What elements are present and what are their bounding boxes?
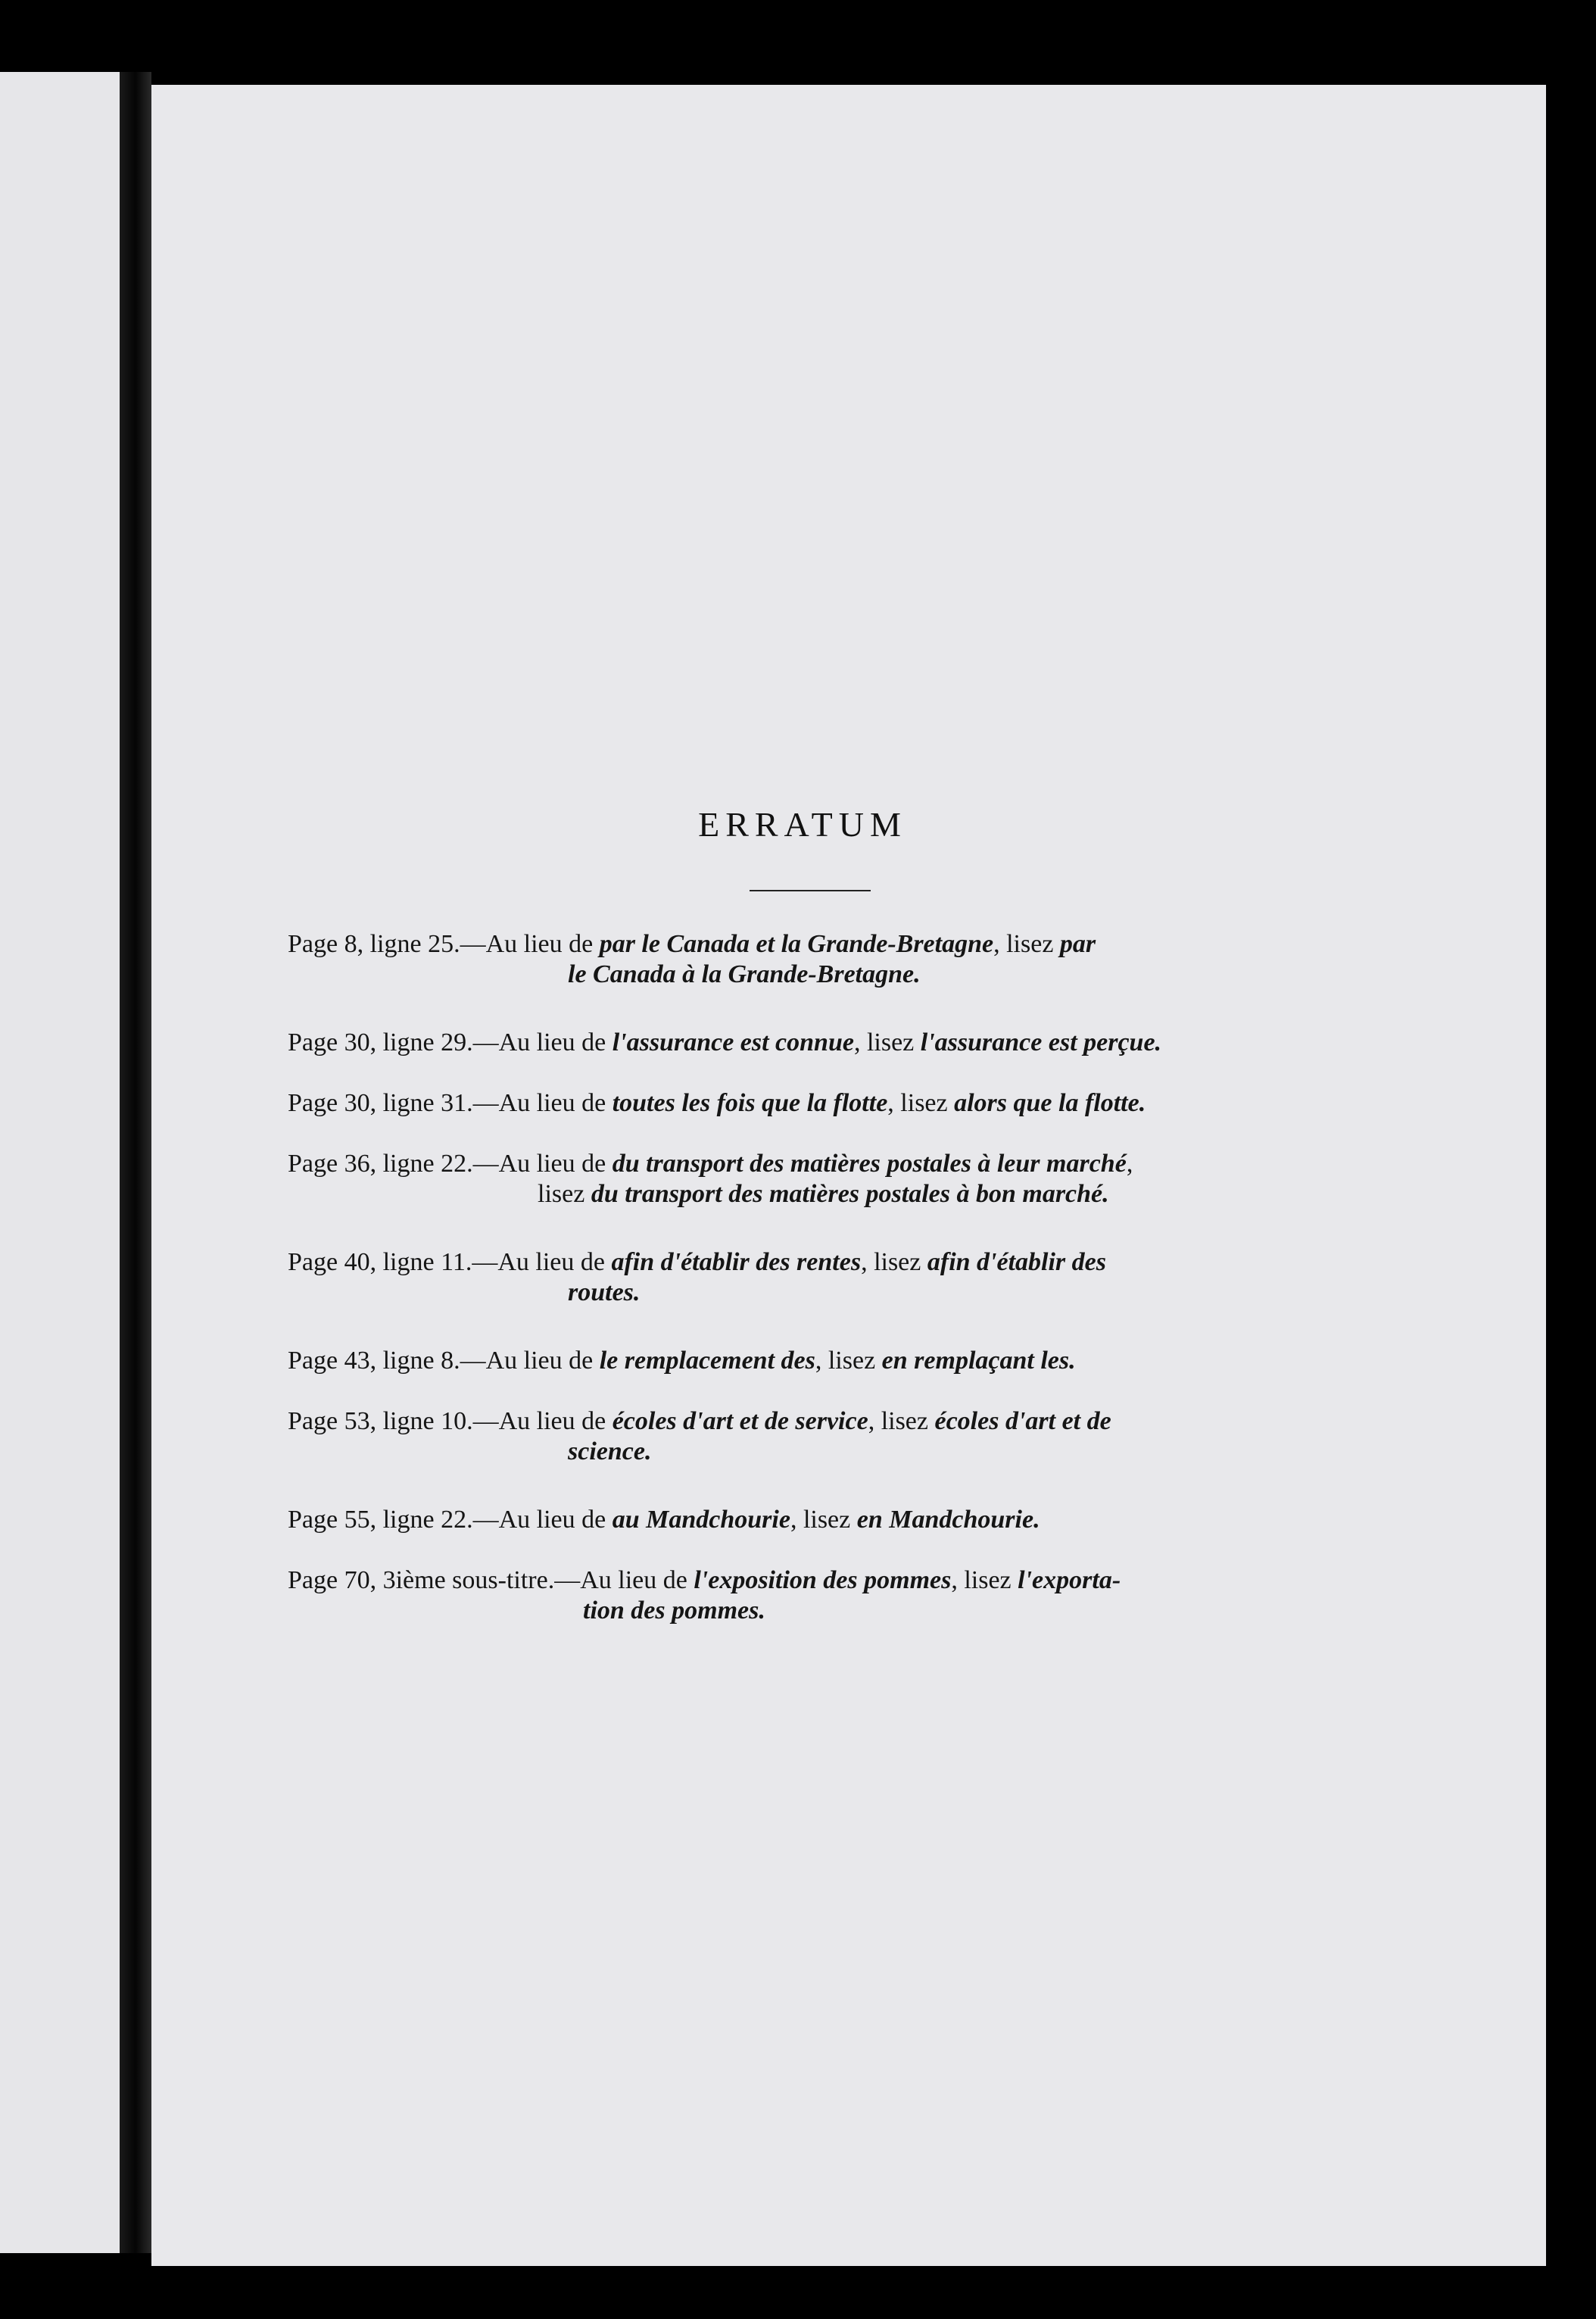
entry-wrong-text: le remplacement des: [599, 1347, 815, 1375]
entry-correct-text-cont: le Canada à la Grande-Bretagne.: [568, 960, 921, 988]
entry-wrong-text: afin d'établir des rentes: [611, 1248, 862, 1276]
title-rule: [750, 890, 871, 891]
entry-correct-text-cont: tion des pommes.: [583, 1596, 765, 1625]
entry-correct-text: l'assurance est perçue.: [920, 1028, 1162, 1057]
entry-reference: Page 40, ligne 11.—Au lieu de: [288, 1248, 612, 1276]
entry-wrong-text: l'exposition des pommes: [694, 1566, 952, 1594]
entry-continuation: [288, 1179, 1469, 1209]
entry-correct-text-cont: science.: [568, 1437, 652, 1465]
entry-line: [288, 1505, 1469, 1535]
entry-correct-text: afin d'établir des: [927, 1248, 1106, 1276]
erratum-entry: [288, 929, 1469, 990]
entry-reference: Page 36, ligne 22.—Au lieu de: [288, 1150, 613, 1178]
entry-reference: Page 30, ligne 31.—Au lieu de: [288, 1089, 613, 1117]
entry-continuation: [288, 1278, 1469, 1308]
erratum-entry: [288, 1028, 1469, 1058]
entry-wrong-text: du transport des matières postales à leur marché: [612, 1150, 1127, 1178]
entry-line: [288, 1406, 1469, 1437]
entry-lisez: lisez: [538, 1180, 591, 1208]
erratum-entry: [288, 1406, 1469, 1467]
entry-reference: Page 55, ligne 22.—Au lieu de: [288, 1506, 613, 1534]
entry-wrong-text: écoles d'art et de service: [612, 1407, 868, 1435]
erratum-entry: [288, 1149, 1469, 1209]
entry-line: [288, 929, 1469, 960]
book-gutter: [120, 72, 151, 2253]
entry-line: [288, 1088, 1469, 1119]
entry-separator: , lisez: [868, 1407, 935, 1435]
page: [151, 85, 1546, 2266]
entry-line: [288, 1149, 1469, 1179]
entry-line: [288, 1028, 1469, 1058]
entry-correct-text: l'exporta-: [1018, 1566, 1121, 1594]
entry-continuation: [288, 1596, 1469, 1626]
entry-reference: Page 8, ligne 25.—Au lieu de: [288, 930, 600, 958]
entry-separator: , lisez: [887, 1089, 955, 1117]
erratum-entry: [288, 1088, 1469, 1119]
entry-wrong-text: toutes les fois que la flotte: [612, 1089, 888, 1117]
entry-separator: , lisez: [790, 1506, 857, 1534]
erratum-entry: [288, 1565, 1469, 1626]
entry-line: [288, 1346, 1469, 1376]
entry-line: [288, 1247, 1469, 1278]
erratum-entry: [288, 1346, 1469, 1376]
entry-correct-text-cont: du transport des matières postales à bon marché.: [591, 1180, 1109, 1208]
entry-separator: , lisez: [853, 1028, 921, 1057]
page-title: ERRATUM: [698, 805, 907, 844]
entry-correct-text: par: [1059, 930, 1096, 958]
entry-correct-text: en Mandchourie.: [856, 1506, 1040, 1534]
entry-correct-text: alors que la flotte.: [954, 1089, 1146, 1117]
entry-wrong-text: l'assurance est connue: [612, 1028, 854, 1057]
entry-continuation: [288, 1437, 1469, 1467]
entry-reference: Page 43, ligne 8.—Au lieu de: [288, 1347, 600, 1375]
entry-wrong-text: par le Canada et la Grande-Bretagne: [599, 930, 994, 958]
entry-correct-text-cont: routes.: [568, 1278, 641, 1306]
entry-separator: ,: [1126, 1150, 1133, 1178]
entry-separator: , lisez: [993, 930, 1060, 958]
entry-line: [288, 1565, 1469, 1596]
entry-reference: Page 30, ligne 29.—Au lieu de: [288, 1028, 613, 1057]
entry-reference: Page 70, 3ième sous-titre.—Au lieu de: [288, 1566, 694, 1594]
entry-continuation: [288, 960, 1469, 990]
entry-wrong-text: au Mandchourie: [612, 1506, 790, 1534]
erratum-entry: [288, 1505, 1469, 1535]
erratum-entry: [288, 1247, 1469, 1308]
entry-separator: , lisez: [861, 1248, 927, 1276]
entry-correct-text: écoles d'art et de: [934, 1407, 1111, 1435]
entry-correct-text: en remplaçant les.: [881, 1347, 1076, 1375]
entry-separator: , lisez: [815, 1347, 882, 1375]
left-page-edge: [0, 72, 120, 2253]
entry-separator: , lisez: [951, 1566, 1018, 1594]
entry-reference: Page 53, ligne 10.—Au lieu de: [288, 1407, 613, 1435]
